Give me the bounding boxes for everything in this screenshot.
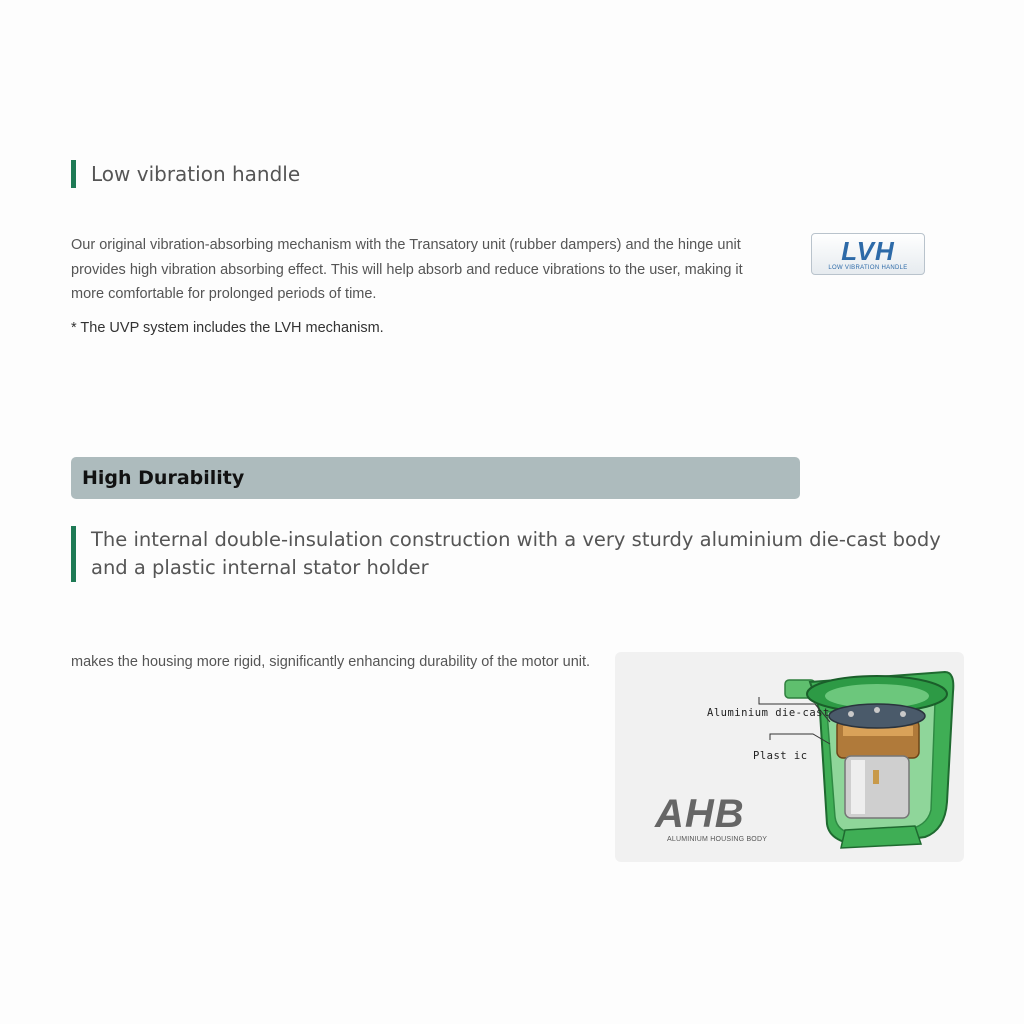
plastic-label: Plast ic <box>753 750 808 762</box>
durability-description: makes the housing more rigid, significantly enhancing durability of the motor unit. <box>71 654 591 670</box>
lvh-section-heading: Low vibration handle <box>71 160 300 188</box>
motor-housing-figure <box>615 652 964 862</box>
durability-section-heading: The internal double-insulation construction with a very sturdy aluminium die-cast body and a plastic internal stator holder <box>71 526 951 582</box>
ahb-logo-text: AHB <box>655 792 745 836</box>
lvh-logo-subtext: LOW VIBRATION HANDLE <box>828 265 908 271</box>
high-durability-title: High Durability <box>82 467 245 489</box>
lvh-logo <box>811 233 925 275</box>
aluminium-die-cast-label: Aluminium die-cast <box>707 707 830 719</box>
lvh-description: Our original vibration-absorbing mechanism with the Transatory unit (rubber dampers) and the hinge unit provides high vibration absorbing effect. This will help absorb and reduce vibrations to the user, making it more comfortable for prolonged periods of time. <box>71 237 743 302</box>
ahb-logo-subtext: ALUMINIUM HOUSING BODY <box>667 836 768 843</box>
lvh-logo-text: LVH <box>841 236 895 266</box>
lvh-footnote: * The UVP system includes the LVH mechanism. <box>71 320 384 336</box>
high-durability-banner <box>71 457 800 499</box>
